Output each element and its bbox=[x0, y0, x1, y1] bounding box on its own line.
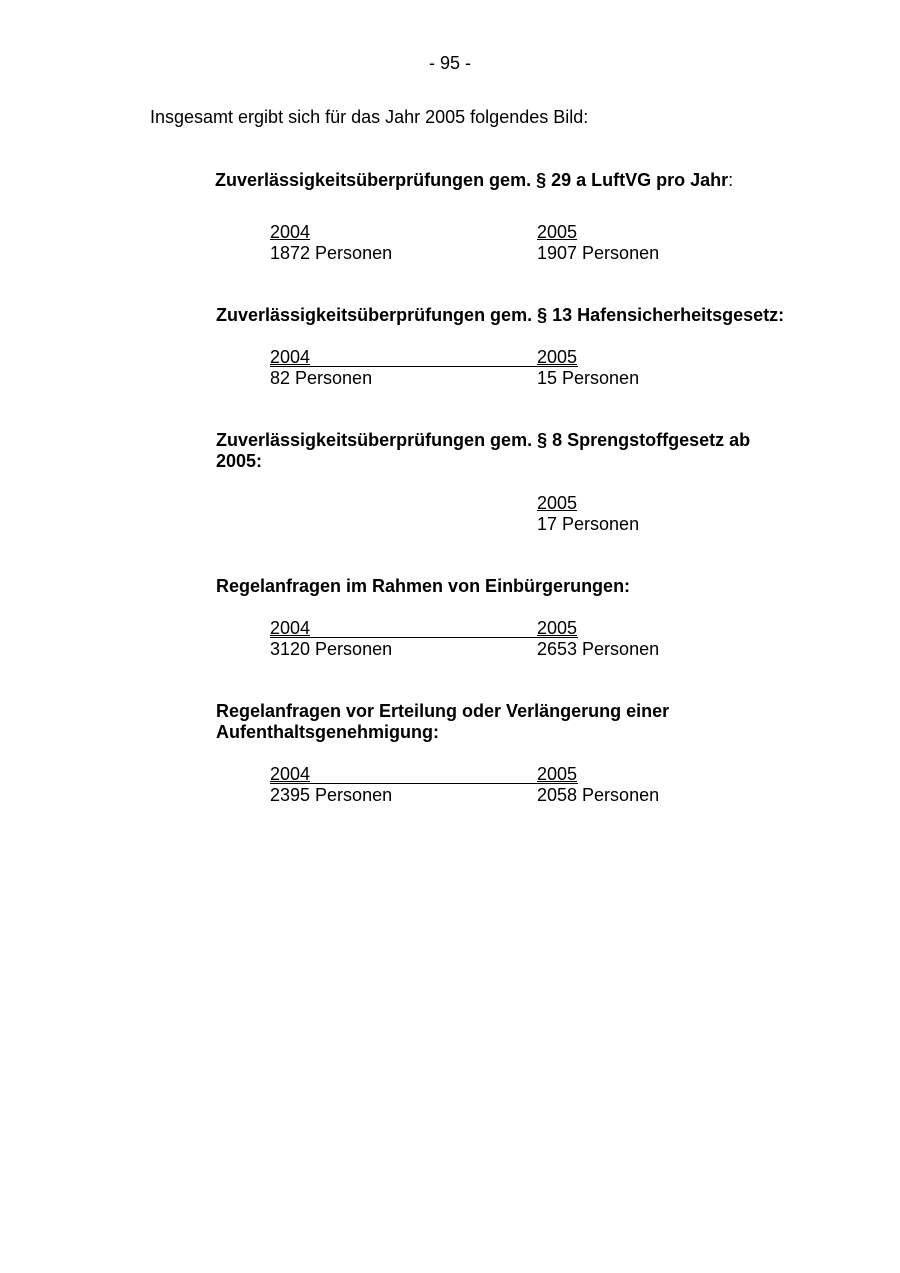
year-label: 2004 bbox=[270, 347, 311, 367]
page-number: - 95 - bbox=[428, 53, 471, 73]
section-heading-spreng: Zuverlässigkeitsüberprüfungen gem. § 8 Sprengstoffgesetz ab 2005: bbox=[216, 430, 751, 471]
value-label: 3120 Personen bbox=[270, 639, 393, 659]
year-label: 2005 bbox=[537, 764, 578, 784]
value-label: 15 Personen bbox=[537, 368, 640, 388]
value-label: 82 Personen bbox=[270, 368, 373, 388]
column-2005 bbox=[537, 347, 639, 389]
section-heading-luftvg bbox=[215, 170, 805, 191]
year-label: 2005 bbox=[537, 493, 578, 513]
year-label: 2004 bbox=[270, 222, 311, 242]
column-2005 bbox=[537, 222, 659, 264]
intro-text: Insgesamt ergibt sich für das Jahr 2005 folgendes Bild: bbox=[150, 107, 589, 127]
section-heading-aufenthalt: Regelanfragen vor Erteilung oder Verlängerung einer Aufenthaltsgenehmigung: bbox=[216, 701, 670, 742]
value-label: 2395 Personen bbox=[270, 785, 393, 805]
section-heading-colon: : bbox=[728, 170, 734, 190]
column-2005 bbox=[537, 764, 659, 806]
year-label: 2005 bbox=[537, 222, 578, 242]
column-2004 bbox=[270, 764, 392, 806]
column-2004 bbox=[270, 347, 372, 389]
year-label: 2004 bbox=[270, 764, 311, 784]
column-2005 bbox=[537, 618, 659, 660]
year-label: 2005 bbox=[537, 618, 578, 638]
year-label: 2004 bbox=[270, 618, 311, 638]
section-heading-hafen: Zuverlässigkeitsüberprüfungen gem. § 13 Hafensicherheitsgesetz: bbox=[216, 305, 785, 325]
column-2004 bbox=[270, 222, 392, 264]
value-label: 2058 Personen bbox=[537, 785, 660, 805]
value-label: 2653 Personen bbox=[537, 639, 660, 659]
year-label: 2005 bbox=[537, 347, 578, 367]
section-heading-text: Zuverlässigkeitsüberprüfungen gem. § 29 a LuftVG pro Jahr bbox=[215, 170, 729, 190]
value-label: 1907 Personen bbox=[537, 243, 660, 263]
column-2005 bbox=[537, 493, 639, 535]
value-label: 17 Personen bbox=[537, 514, 640, 534]
section-heading-einbuergerung: Regelanfragen im Rahmen von Einbürgerungen: bbox=[216, 576, 631, 596]
value-label: 1872 Personen bbox=[270, 243, 393, 263]
column-2004 bbox=[270, 618, 392, 660]
